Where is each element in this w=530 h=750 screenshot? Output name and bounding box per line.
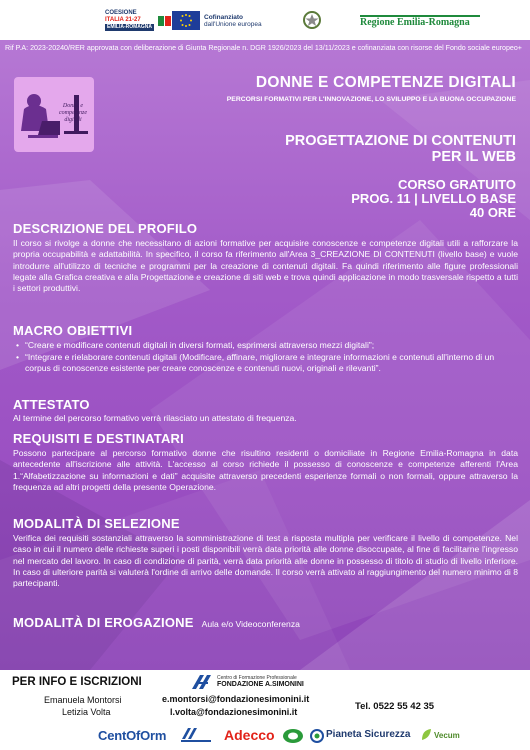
coesione-italia-icon (157, 13, 173, 29)
centoform-logo: CentOfOrm (98, 728, 167, 743)
pianeta-sicurezza-icon (310, 729, 324, 743)
section-heading-requisiti: REQUISITI E DESTINATARI (13, 431, 184, 446)
contact2-email[interactable]: l.volta@fondazionesimonini.it (170, 707, 298, 717)
coesione-line1: COESIONE (105, 10, 137, 16)
fas-line2: FONDAZIONE A.SIMONINI (217, 681, 304, 688)
section-heading-profilo: DESCRIZIONE DEL PROFILO (13, 221, 198, 236)
section-text-requisiti: Possono partecipare al percorso formativo donne che risultino residenti o domiciliate in Regione Emilia-Romagna in data antecedente all'iscrizione alle attività. L'accesso al corso richiede il possesso di conoscenze e competenze afferenti l'Area 1.“Alfabetizzazione su informazioni e dati” acquisite attraverso precedenti esperienze formali o non formali, oppure attraverso la frequenza ad altri progetti della presente Operazione. (13, 448, 518, 492)
eu-cofinanziato-logo (172, 11, 262, 30)
ecipar-logo-icon (282, 728, 304, 744)
info-title: PER INFO E ISCRIZIONI (12, 676, 142, 688)
section-heading-selezione: MODALITÀ DI SELEZIONE (13, 516, 180, 531)
section-erogazione (13, 615, 300, 630)
pianeta-sicurezza-logo: Pianeta Sicurezza (326, 729, 411, 740)
fas-logo-icon (190, 674, 214, 690)
course-duration: 40 ORE (469, 205, 516, 220)
contact-footer (0, 670, 530, 750)
illustration-caption-line2: competenze digitali (59, 110, 87, 123)
adecco-logo: Adecco (224, 727, 275, 743)
section-heading-erogazione: MODALITÀ DI EROGAZIONE (13, 615, 194, 630)
course-title-line2: PER IL WEB (431, 149, 516, 165)
vecum-logo: Vecum (434, 731, 460, 740)
section-heading-obiettivi: MACRO OBIETTIVI (13, 323, 133, 338)
repubblica-italiana-emblem-icon (302, 9, 322, 31)
regione-emilia-romagna-logo (360, 15, 480, 29)
section-text-attestato: Al termine del percorso formativo verrà rilasciato un attestato di frequenza. (13, 413, 297, 423)
course-title-line1: PROGETTAZIONE DI CONTENUTI (285, 133, 516, 149)
section-heading-attestato: ATTESTATO (13, 397, 90, 412)
section-text-profilo: Il corso si rivolge a donne che necessitano di azioni formative per acquisire conoscenze e competenze digitali utili a rafforzare la propria occupabilità e adattabilità. In specifico, il corso fa riferimento all'Area 3_CREAZIONE DI CONTENUTI (livello base) e vuole introdurre all'utilizzo di tecniche e programmi per la creazione di contenuti digitali. Fa quindi riferimento alle figure professionali legate alla Grafica creativa e alla Progettazione e creazione di siti web e trova quindi applicazione in modo trasversale rispetto a tutti i settori produttivi. (13, 238, 518, 294)
fondazione-simonini-logo (190, 674, 304, 690)
fas-line1: Centro di Formazione Professionale (217, 675, 297, 681)
illustration-caption-line1: Donne e (62, 103, 84, 109)
fas-small-logo-icon (180, 726, 214, 744)
logo-bar (0, 0, 530, 40)
objective-item: • “Creare e modificare contenuti digitali in diversi formati, esprimersi attraverso mezzi digitali”; (13, 340, 518, 351)
course-flyer (0, 40, 530, 670)
partner-logos (98, 726, 498, 746)
eu-flag-icon (172, 11, 200, 30)
coesione-line2: ITALIA 21-27 (105, 17, 141, 23)
objective-item: • “Integrare e rielaborare contenuti digitali (Modificare, affinare, migliorare e integrare informazioni e contenuti all'interno di un corpus di conoscenze esistente per creare conoscenze e contenuti nuovi, originali e rilevanti”. (13, 352, 518, 375)
section-text-erogazione: Aula e/o Videoconferenza (201, 619, 300, 629)
coesione-italia-logo (105, 10, 173, 31)
regione-label: Regione Emilia-Romagna (360, 17, 470, 28)
phone-number[interactable]: Tel. 0522 55 42 35 (355, 701, 435, 712)
eu-line2: dall'Unione europea (204, 20, 262, 28)
contact2-name: Letizia Volta (62, 707, 111, 717)
reference-approval-text: Rif P.A: 2023-20240/RER approvata con deliberazione di Giunta Regionale n. DGR 1926/2023 del 13/11/2023 e cofinanziata con risorse del Fondo sociale europeo+ (5, 44, 522, 52)
contact1-name: Emanuela Montorsi (44, 695, 122, 705)
coesione-line3: EMILIA-ROMAGNA (107, 24, 152, 30)
contact1-email[interactable]: e.montorsi@fondazionesimonini.it (162, 694, 310, 704)
course-program-level: PROG. 11 | LIVELLO BASE (351, 191, 516, 206)
vecum-leaf-icon (420, 728, 432, 742)
course-free-label: CORSO GRATUITO (398, 177, 516, 192)
objectives-list (13, 340, 518, 375)
program-subtitle: PERCORSI FORMATIVI PER L'INNOVAZIONE, LO SVILUPPO E LA BUONA OCCUPAZIONE (226, 96, 516, 103)
program-title: DONNE E COMPETENZE DIGITALI (255, 74, 516, 91)
eu-line1: Cofinanziato (204, 13, 243, 21)
section-text-selezione: Verifica dei requisiti sostanziali attraverso la somministrazione di test a risposta multipla per verificare il livello di competenze. Nel caso in cui il numero delle richieste superi i posti disponibili verrà data priorità alle donne disoccupate, al fine di facilitarne l'ingresso nel mercato del lavoro. In caso di condizione di parità, verrà data priorità alle donne in possesso di titolo di studio di livello inferiore. In caso di ulteriore parità si valuterà l'ordine di arrivo delle domande. Il corso verrà attivato al raggiungimento del numero minimo di 8 partecipanti. (13, 533, 518, 589)
women-digital-skills-illustration (14, 77, 94, 152)
